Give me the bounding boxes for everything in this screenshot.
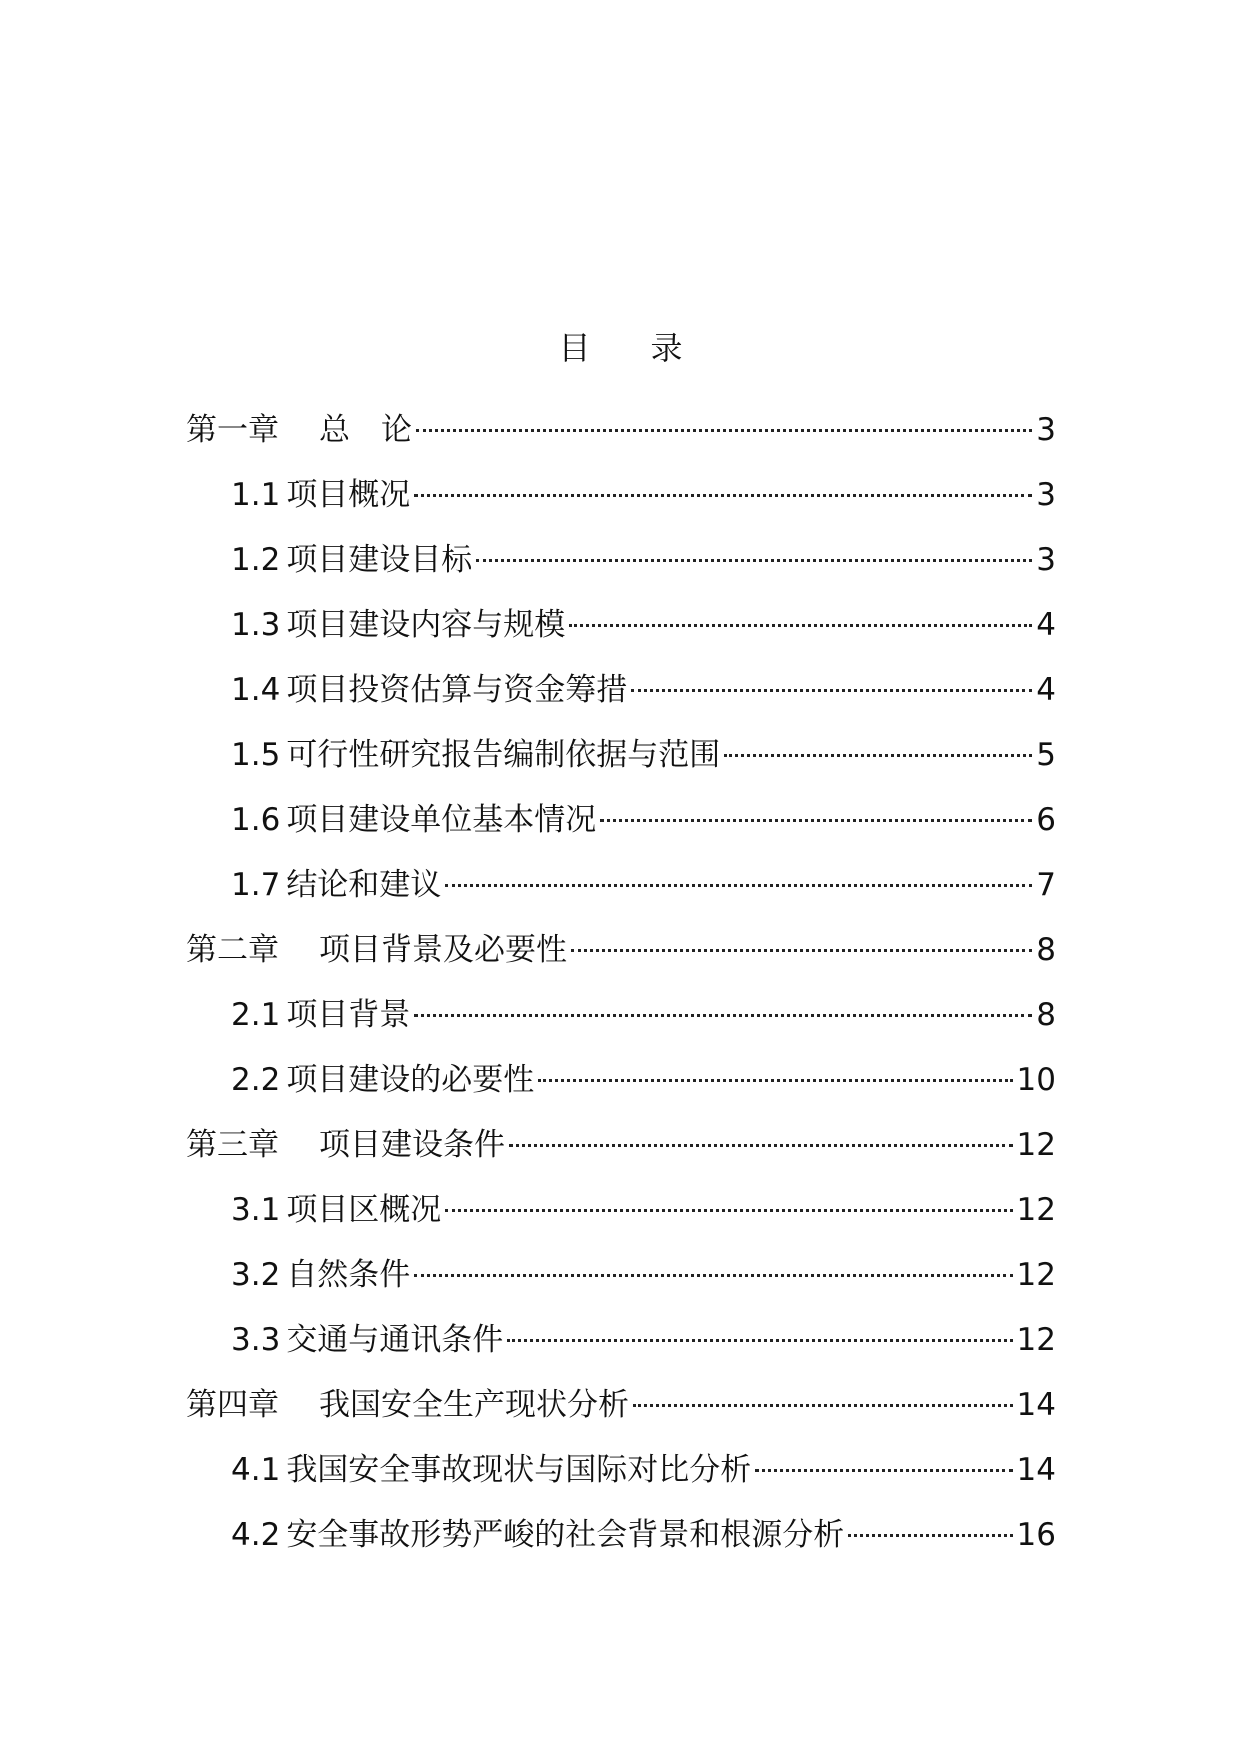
dot-leader	[414, 1274, 1012, 1277]
toc-page-number: 14	[1016, 1452, 1056, 1488]
toc-chapter-4[interactable]	[186, 1383, 1056, 1448]
toc-page-number: 3	[1036, 412, 1056, 448]
toc-entry-title: 交通与通讯条件	[286, 1322, 504, 1358]
toc-entry-title: 总 论	[319, 412, 412, 448]
toc-page-number: 16	[1016, 1517, 1056, 1553]
toc-number: 1.7	[231, 867, 281, 903]
toc-section-3-2[interactable]	[186, 1253, 1056, 1318]
dot-leader	[571, 949, 1032, 952]
toc-section-1-1[interactable]	[186, 473, 1056, 538]
dot-leader	[476, 559, 1032, 562]
toc-section-4-1[interactable]	[186, 1448, 1056, 1513]
toc-page-number: 5	[1036, 737, 1056, 773]
toc-page-number: 8	[1036, 997, 1056, 1033]
toc-section-1-5[interactable]	[186, 733, 1056, 798]
toc-page-number: 7	[1036, 867, 1056, 903]
toc-page-number: 12	[1016, 1127, 1056, 1163]
toc-entry-title: 项目概况	[286, 477, 411, 513]
toc-number: 第四章	[186, 1387, 279, 1423]
toc-chapter-1[interactable]	[186, 408, 1056, 473]
toc-entry-title: 项目建设条件	[319, 1127, 505, 1163]
toc-entry-title: 项目背景	[286, 997, 411, 1033]
toc-chapter-3[interactable]	[186, 1123, 1056, 1188]
toc-section-4-2[interactable]	[186, 1513, 1056, 1578]
toc-entry-title: 可行性研究报告编制依据与范围	[286, 737, 721, 773]
toc-number: 1.6	[231, 802, 281, 838]
dot-leader	[509, 1144, 1013, 1147]
toc-page-number: 12	[1016, 1322, 1056, 1358]
dot-leader	[633, 1404, 1013, 1407]
toc-number: 1.1	[231, 477, 281, 513]
dot-leader	[848, 1534, 1012, 1537]
toc-page-number: 14	[1016, 1387, 1056, 1423]
toc-chapter-2[interactable]	[186, 928, 1056, 993]
toc-page-number: 8	[1036, 932, 1056, 968]
toc-page-number: 4	[1036, 607, 1056, 643]
toc-number: 4.1	[231, 1452, 281, 1488]
toc-section-1-7[interactable]	[186, 863, 1056, 928]
toc-entry-title: 项目建设的必要性	[286, 1062, 535, 1098]
table-of-contents	[186, 408, 1056, 1578]
toc-entry-title: 结论和建议	[286, 867, 442, 903]
toc-section-1-3[interactable]	[186, 603, 1056, 668]
toc-number: 1.4	[231, 672, 281, 708]
toc-number: 1.2	[231, 542, 281, 578]
toc-number: 2.2	[231, 1062, 281, 1098]
dot-leader	[631, 689, 1032, 692]
toc-section-3-1[interactable]	[186, 1188, 1056, 1253]
toc-entry-title: 我国安全事故现状与国际对比分析	[286, 1452, 752, 1488]
toc-page-number: 6	[1036, 802, 1056, 838]
toc-number: 4.2	[231, 1517, 281, 1553]
toc-number: 3.1	[231, 1192, 281, 1228]
toc-page-number: 10	[1016, 1062, 1056, 1098]
toc-entry-title: 项目投资估算与资金筹措	[286, 672, 628, 708]
toc-title	[0, 328, 1241, 368]
toc-section-1-6[interactable]	[186, 798, 1056, 863]
toc-page-number: 12	[1016, 1257, 1056, 1293]
toc-number: 1.3	[231, 607, 281, 643]
dot-leader	[569, 624, 1032, 627]
dot-leader	[600, 819, 1032, 822]
dot-leader	[507, 1339, 1012, 1342]
toc-title-left: 目	[558, 329, 591, 367]
toc-entry-title: 安全事故形势严峻的社会背景和根源分析	[286, 1517, 845, 1553]
toc-entry-title: 项目背景及必要性	[319, 932, 567, 968]
toc-section-2-1[interactable]	[186, 993, 1056, 1058]
toc-title-right: 录	[650, 329, 683, 367]
toc-number: 2.1	[231, 997, 281, 1033]
toc-entry-title: 项目建设内容与规模	[286, 607, 566, 643]
dot-leader	[755, 1469, 1012, 1472]
dot-leader	[414, 1014, 1032, 1017]
toc-entry-title: 项目区概况	[286, 1192, 442, 1228]
toc-number: 1.5	[231, 737, 281, 773]
toc-section-1-2[interactable]	[186, 538, 1056, 603]
toc-page-number: 12	[1016, 1192, 1056, 1228]
toc-entry-title: 项目建设单位基本情况	[286, 802, 597, 838]
toc-number: 第三章	[186, 1127, 279, 1163]
toc-number: 第一章	[186, 412, 279, 448]
toc-entry-title: 项目建设目标	[286, 542, 473, 578]
toc-page-number: 3	[1036, 542, 1056, 578]
toc-entry-title: 我国安全生产现状分析	[319, 1387, 629, 1423]
dot-leader	[538, 1079, 1012, 1082]
dot-leader	[414, 494, 1032, 497]
toc-section-2-2[interactable]	[186, 1058, 1056, 1123]
toc-page-number: 3	[1036, 477, 1056, 513]
toc-section-1-4[interactable]	[186, 668, 1056, 733]
toc-number: 3.3	[231, 1322, 281, 1358]
dot-leader	[416, 429, 1032, 432]
toc-entry-title: 自然条件	[286, 1257, 411, 1293]
dot-leader	[724, 754, 1032, 757]
dot-leader	[445, 1209, 1012, 1212]
toc-page-number: 4	[1036, 672, 1056, 708]
toc-number: 第二章	[186, 932, 279, 968]
dot-leader	[445, 884, 1032, 887]
toc-section-3-3[interactable]	[186, 1318, 1056, 1383]
toc-number: 3.2	[231, 1257, 281, 1293]
